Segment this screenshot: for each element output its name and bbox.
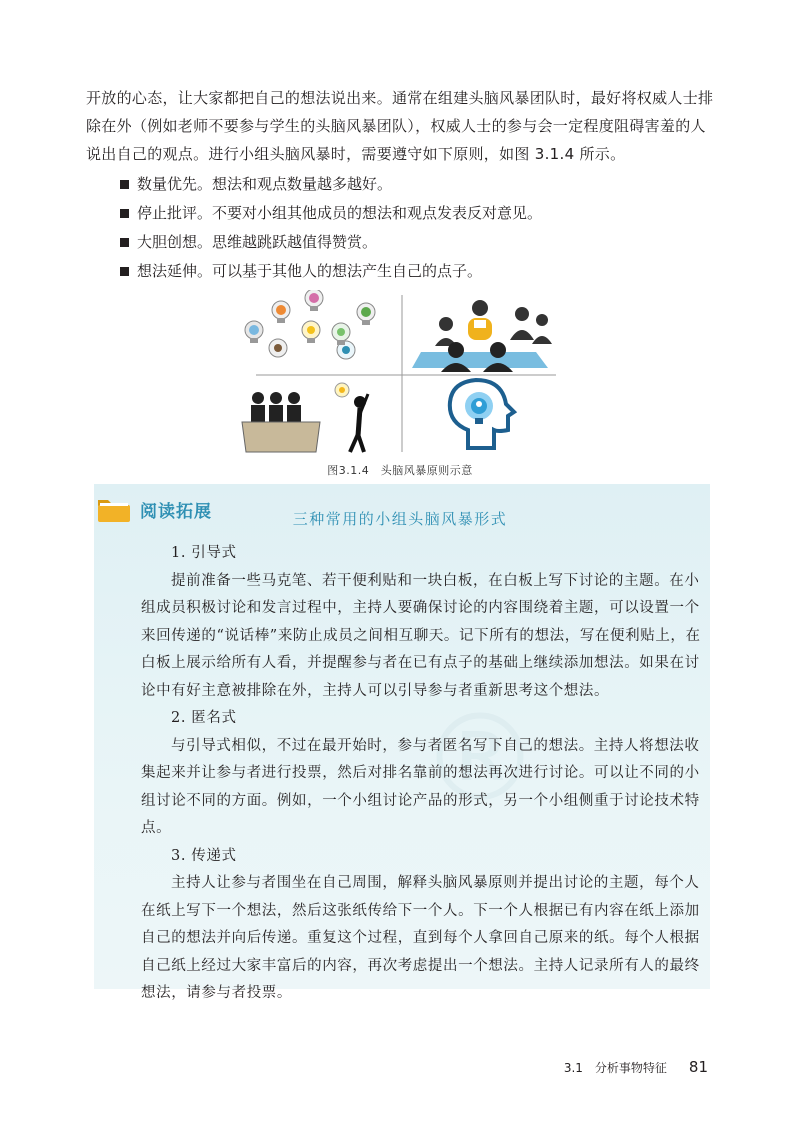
reading-extension-label: 阅读拓展: [140, 501, 212, 522]
meeting-group-icon: [412, 300, 552, 372]
intro-paragraph: 开放的心态，让大家都把自己的想法说出来。通常在组建头脑风暴团队时，最好将权威人士排除在外（例如老师不要参与学生的头脑风暴团队），权威人士的参与会一定程度阻碍害羞的人说出自己的观点。进行小组头脑风暴时，需要遵守如下原则，如图 3.1.4 所示。: [86, 89, 714, 163]
section-heading: 3. 传递式: [171, 847, 237, 864]
square-bullet-icon: [120, 267, 129, 276]
figure-caption: 图3.1.4 头脑风暴原则示意: [327, 464, 473, 477]
section-paragraph: 主持人让参与者围坐在自己周围，解释头脑风暴原则并提出讨论的主题，每个人在纸上写下一个想法，然后这张纸传给下一个人。下一个人根据已有内容在纸上添加自己的想法并向后传递。重复这个过程，直到每个人拿回自己原来的纸。每个人根据自己纸上经过大家丰富后的内容，再次考虑提出一个想法。主持人记录所有人的最终想法，请参与者投票。: [141, 875, 700, 1001]
section-heading: 2. 匿名式: [171, 710, 237, 726]
head-lightbulb-icon: [450, 380, 514, 448]
brainstorm-principles-figure: [236, 290, 568, 455]
list-item: [120, 199, 542, 228]
page-footer: [564, 1058, 708, 1076]
figure-illustration: [236, 290, 568, 455]
idea-person-icon: [335, 383, 368, 452]
principle-text: 停止批评。不要对小组其他成员的想法和观点发表反对意见。: [137, 204, 543, 222]
page-number: 81: [688, 1058, 708, 1076]
principle-text: 大胆创想。思维越跳跃越值得赞赏。: [137, 233, 378, 251]
idea-bulbs-icon: [245, 290, 375, 359]
principle-text: 数量优先。想法和观点数量越多越好。: [137, 175, 393, 193]
reading-title: 三种常用的小组头脑风暴形式: [292, 510, 508, 528]
principle-text: 想法延伸。可以基于其他人的想法产生自己的点子。: [137, 262, 483, 280]
list-item: [120, 228, 542, 257]
square-bullet-icon: [120, 180, 129, 189]
principles-list: [120, 170, 542, 286]
reading-body: [141, 540, 701, 1008]
section-heading: 1. 引导式: [171, 545, 237, 561]
list-item: [120, 257, 542, 286]
chapter-title: 3.1 分析事物特征: [563, 1061, 667, 1075]
judges-panel-icon: [242, 392, 320, 452]
square-bullet-icon: [120, 238, 129, 247]
section-paragraph: 提前准备一些马克笔、若干便利贴和一块白板，在白板上写下讨论的主题。在小组成员积极讨论和发言过程中，主持人要确保讨论的内容围绕着主题，可以设置一个来回传递的“说话棒”来防止成员之间相互聊天。记下所有的想法，写在便利贴上，在白板上展示给所有人看，并提醒参与者在已有点子的基础上继续添加想法。如果在讨论中有好主意被排除在外，主持人可以引导参与者重新思考这个想法。: [141, 572, 701, 699]
section-paragraph: 与引导式相似，不过在最开始时，参与者匿名写下自己的想法。主持人将想法收集起来并让参与者进行投票，然后对排名靠前的想法再次进行讨论。可以让不同的小组讨论不同的方面。例如，一个小组讨论产品的形式，另一个小组侧重于讨论技术特点。: [141, 737, 700, 836]
list-item: [120, 170, 542, 199]
square-bullet-icon: [120, 209, 129, 218]
